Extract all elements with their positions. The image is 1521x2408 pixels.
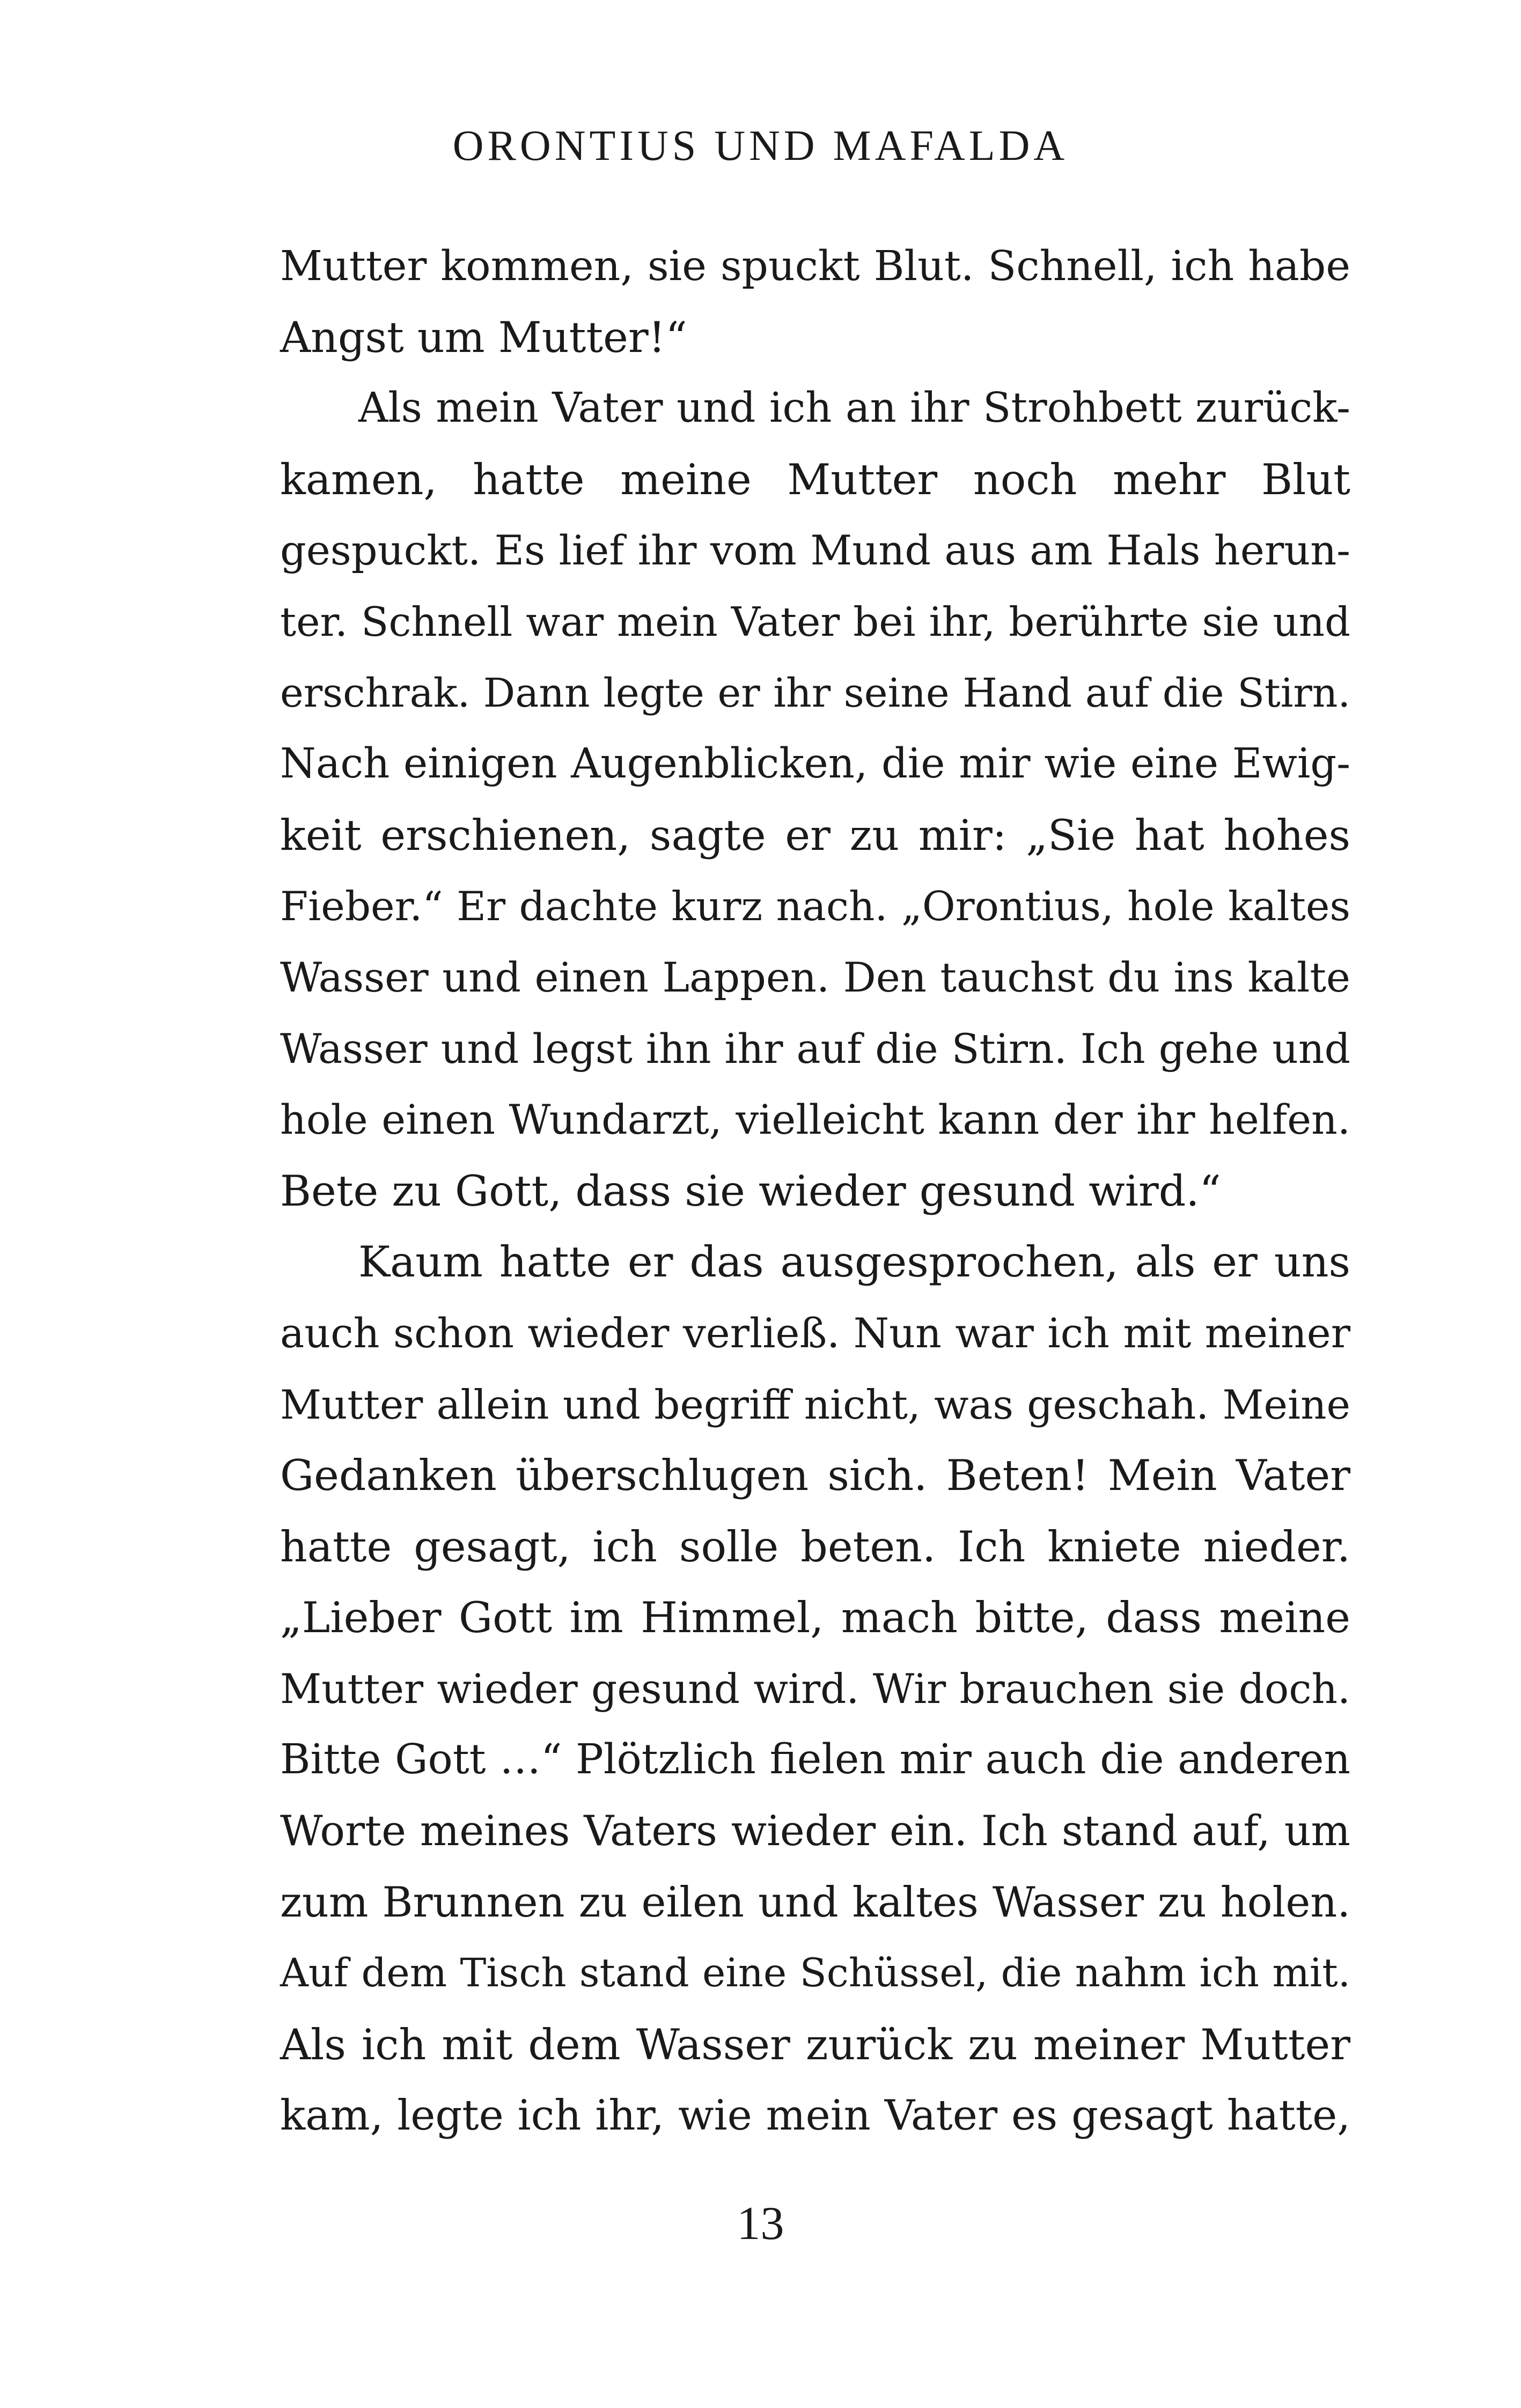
text-line: Bitte Gott …“ Plötzlich fielen mir auch die anderen: [280, 1736, 1350, 1784]
text-line: „Lieber Gott im Himmel, mach bitte, dass meine: [280, 1593, 1350, 1643]
page-number: 13: [737, 2198, 784, 2250]
running-title: ORONTIUS UND MAFALDA: [452, 122, 1069, 170]
text-line: Mutter allein und begriff nicht, was geschah. Meine: [280, 1381, 1350, 1428]
text-line: Wasser und legst ihn ihr auf die Stirn. Ich gehe und: [280, 1025, 1350, 1073]
text-line: Fieber.“ Er dachte kurz nach. „Orontius, hole kaltes: [280, 883, 1350, 930]
body-text: [280, 231, 1350, 2152]
text-line: hatte gesagt, ich solle beten. Ich kniete nieder.: [280, 1522, 1350, 1572]
text-line: Mutter kommen, sie spuckt Blut. Schnell, ich habe: [280, 242, 1350, 290]
text-line: auch schon wieder verließ. Nun war ich mit meiner: [280, 1309, 1350, 1357]
text-line: Gedanken überschlugen sich. Beten! Mein Vater: [280, 1451, 1350, 1501]
text-line: Wasser und einen Lappen. Den tauchst du ins kalte: [280, 953, 1350, 1001]
text-line: keit erschienen, sagte er zu mir: „Sie hat hohes: [280, 810, 1350, 860]
text-line: Bete zu Gott, dass sie wieder gesund wird.“: [280, 1166, 1221, 1216]
text-line: kam, legte ich ihr, wie mein Vater es gesagt hatte,: [280, 2091, 1350, 2140]
text-line: erschrak. Dann legte er ihr seine Hand auf die Stirn.: [280, 670, 1350, 716]
text-line: Kaum hatte er das ausgesprochen, als er uns: [358, 1237, 1350, 1287]
text-line: Mutter wieder gesund wird. Wir brauchen sie doch.: [280, 1665, 1350, 1713]
text-line: kamen, hatte meine Mutter noch mehr Blut: [280, 454, 1350, 504]
text-line: Nach einigen Augenblicken, die mir wie eine Ewig-: [280, 740, 1350, 788]
text-line: Auf dem Tisch stand eine Schüssel, die nahm ich mit.: [280, 1950, 1350, 1996]
text-line: Als ich mit dem Wasser zurück zu meiner Mutter: [280, 2020, 1350, 2069]
text-line: Als mein Vater und ich an ihr Strohbett zurück-: [358, 384, 1350, 432]
text-line: hole einen Wundarzt, vielleicht kann der ihr helfen.: [280, 1096, 1350, 1144]
text-line: Worte meines Vaters wieder ein. Ich stand auf, um: [280, 1807, 1350, 1856]
text-line: zum Brunnen zu eilen und kaltes Wasser zu holen.: [280, 1878, 1350, 1927]
text-line: gespuckt. Es lief ihr vom Mund aus am Hals herun-: [280, 526, 1350, 575]
text-line: ter. Schnell war mein Vater bei ihr, berührte sie und: [280, 598, 1350, 645]
text-line: Angst um Mutter!“: [280, 312, 687, 362]
